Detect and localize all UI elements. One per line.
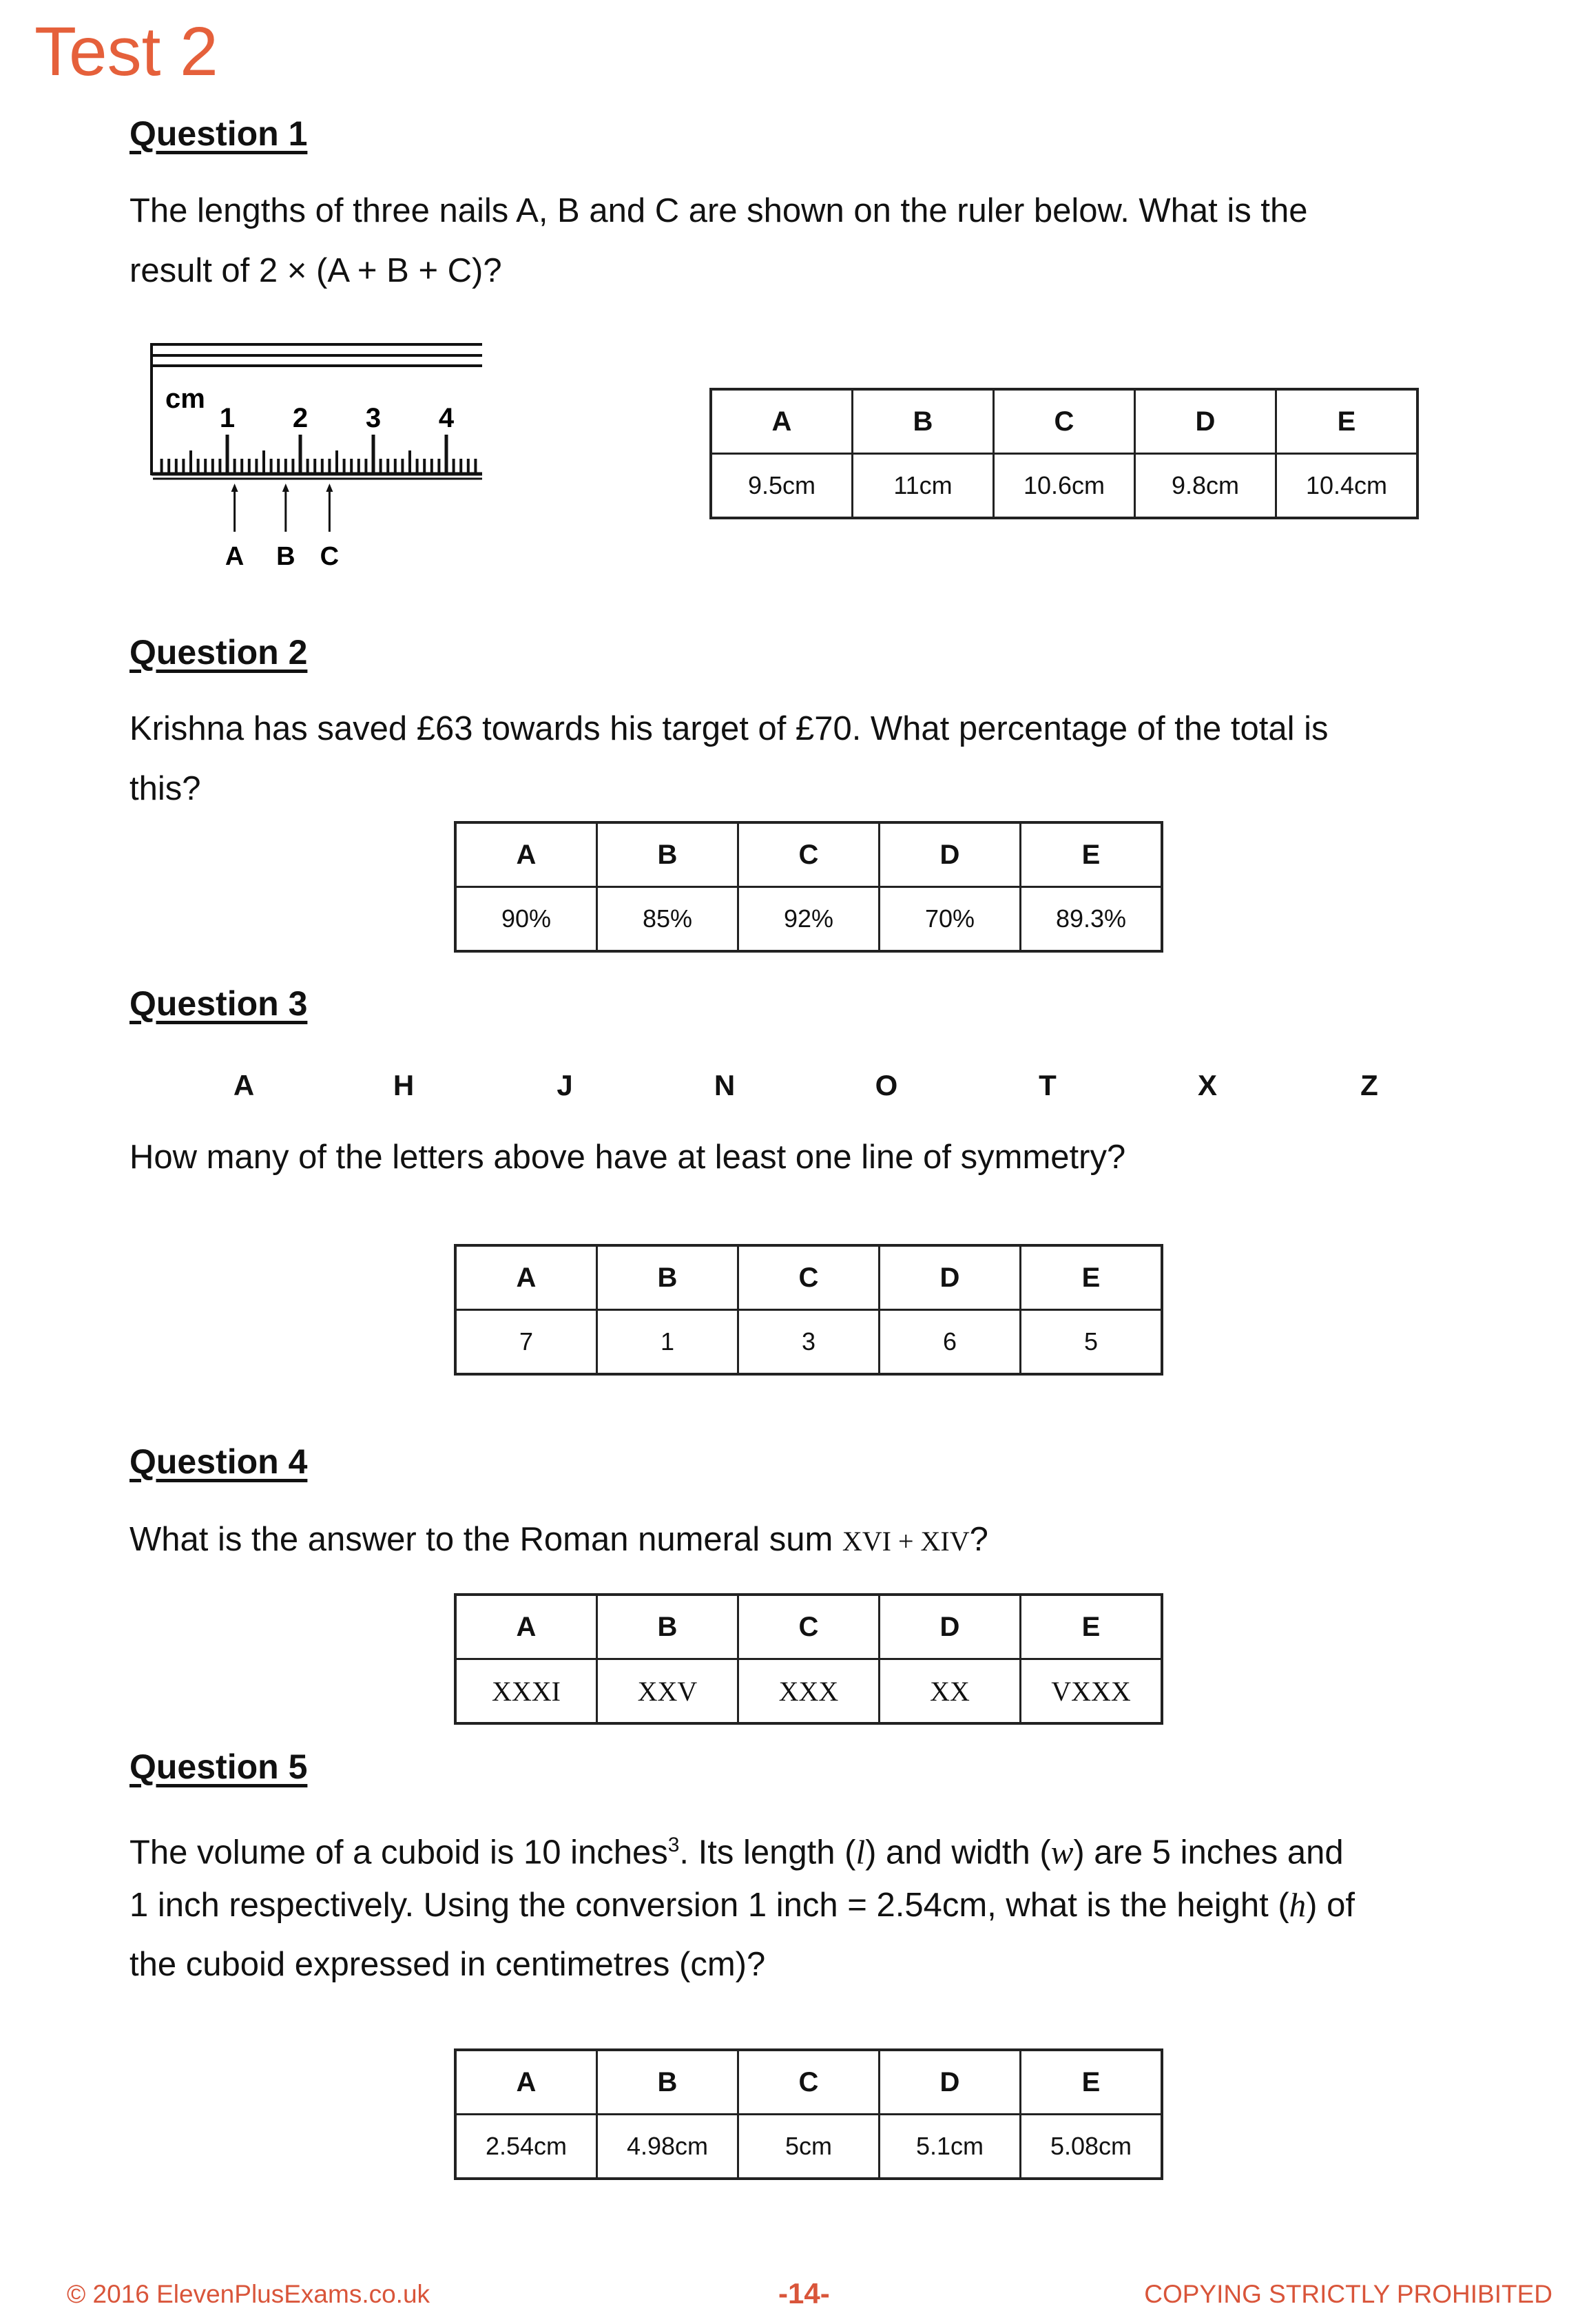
option-c-answer[interactable]: 10.6cm [994, 454, 1135, 519]
option-d-label[interactable]: D [880, 2050, 1021, 2115]
height-variable: h [1289, 1886, 1307, 1924]
option-a-answer[interactable]: 9.5cm [711, 454, 853, 519]
option-b-answer[interactable]: XXV [597, 1659, 738, 1724]
arrow-up-icon [326, 484, 333, 492]
option-a-answer[interactable]: 90% [455, 887, 597, 952]
option-a-label[interactable]: A [455, 1245, 597, 1310]
question-1-text-line1: The lengths of three nails A, B and C are shown on the ruler below. What is the [129, 192, 1308, 229]
option-e-label[interactable]: E [1021, 1595, 1163, 1659]
question-1-heading: Question 1 [129, 114, 308, 153]
question-5-heading: Question 5 [129, 1747, 308, 1786]
symmetry-letter: J [557, 1069, 573, 1101]
question-3-heading: Question 3 [129, 984, 308, 1023]
question-5-answer-table [454, 2048, 1163, 2180]
question-2-answer-table [454, 821, 1163, 953]
footer-copyright: © 2016 ElevenPlusExams.co.uk [67, 2280, 430, 2308]
symmetry-letter: A [233, 1069, 255, 1101]
symmetry-letter: T [1039, 1069, 1057, 1101]
option-a-label[interactable]: A [455, 1595, 597, 1659]
question-3-text: How many of the letters above have at least one line of symmetry? [129, 1139, 1126, 1176]
option-c-label[interactable]: C [738, 1595, 880, 1659]
option-c-label[interactable]: C [738, 822, 880, 887]
option-e-answer[interactable]: 10.4cm [1276, 454, 1418, 519]
marker-label: B [276, 542, 295, 571]
option-e-label[interactable]: E [1276, 389, 1418, 454]
option-a-answer[interactable]: 7 [455, 1310, 597, 1375]
option-b-label[interactable]: B [597, 822, 738, 887]
text-part: ) and width ( [865, 1834, 1051, 1871]
option-a-label[interactable]: A [711, 389, 853, 454]
option-d-answer[interactable]: 9.8cm [1135, 454, 1276, 519]
arrow-up-icon [231, 484, 238, 492]
option-b-label[interactable]: B [597, 1245, 738, 1310]
option-b-label[interactable]: B [597, 2050, 738, 2115]
text-part: . Its length ( [679, 1834, 856, 1871]
symmetry-letter: H [393, 1069, 415, 1101]
option-e-label[interactable]: E [1021, 2050, 1163, 2115]
symmetry-letter: O [875, 1069, 898, 1101]
text-part: ) of [1306, 1887, 1355, 1924]
ruler-number: 4 [438, 403, 455, 433]
option-e-label[interactable]: E [1021, 822, 1163, 887]
option-a-label[interactable]: A [455, 822, 597, 887]
option-b-label[interactable]: B [597, 1595, 738, 1659]
text-part: The volume of a cuboid is 10 inches [129, 1834, 668, 1871]
width-variable: w [1050, 1833, 1074, 1871]
option-b-answer[interactable]: 1 [597, 1310, 738, 1375]
option-e-answer[interactable]: 89.3% [1021, 887, 1163, 952]
option-e-answer[interactable]: VXXX [1021, 1659, 1163, 1724]
ruler-diagram [138, 331, 496, 579]
option-e-answer[interactable]: 5.08cm [1021, 2115, 1163, 2179]
option-b-answer[interactable]: 11cm [853, 454, 994, 519]
option-d-label[interactable]: D [880, 822, 1021, 887]
ruler-unit-label: cm [165, 384, 205, 414]
question-4-answer-table [454, 1593, 1163, 1725]
option-d-label[interactable]: D [1135, 389, 1276, 454]
option-b-answer[interactable]: 85% [597, 887, 738, 952]
option-c-answer[interactable]: 5cm [738, 2115, 880, 2179]
option-b-answer[interactable]: 4.98cm [597, 2115, 738, 2179]
option-a-answer[interactable]: XXXI [455, 1659, 597, 1724]
question-3-answer-table [454, 1244, 1163, 1376]
arrow-up-icon [282, 484, 289, 492]
ruler-number: 1 [219, 403, 236, 433]
question-1-text-line2: result of 2 × (A + B + C)? [129, 252, 502, 289]
option-e-label[interactable]: E [1021, 1245, 1163, 1310]
cubed-superscript: 3 [667, 1834, 680, 1856]
option-c-answer[interactable]: 92% [738, 887, 880, 952]
option-d-label[interactable]: D [880, 1245, 1021, 1310]
question-2-text-line1: Krishna has saved £63 towards his target of £70. What percentage of the total is [129, 710, 1329, 747]
option-e-answer[interactable]: 5 [1021, 1310, 1163, 1375]
length-variable: l [855, 1833, 866, 1871]
option-d-answer[interactable]: XX [880, 1659, 1021, 1724]
option-d-answer[interactable]: 5.1cm [880, 2115, 1021, 2179]
marker-label: C [320, 542, 340, 571]
question-2-heading: Question 2 [129, 633, 308, 672]
question-1-answer-table [709, 388, 1419, 519]
marker-label: A [225, 542, 245, 571]
option-c-label[interactable]: C [738, 2050, 880, 2115]
page-number: -14- [778, 2277, 830, 2310]
option-c-label[interactable]: C [738, 1245, 880, 1310]
question-5-text-line1 [129, 1815, 1507, 1882]
question-4-text [129, 1510, 1507, 1571]
option-d-answer[interactable]: 70% [880, 887, 1021, 952]
question-5-text-line2 [129, 1875, 1507, 1936]
question-2-text-line2: this? [129, 770, 201, 807]
question-5-text-line3: the cuboid expressed in centimetres (cm)? [129, 1946, 766, 1983]
option-d-label[interactable]: D [880, 1595, 1021, 1659]
symmetry-letter: X [1197, 1069, 1217, 1101]
test-title: Test 2 [34, 13, 218, 90]
option-c-label[interactable]: C [994, 389, 1135, 454]
roman-numeral-sum: XVI + XIV [842, 1526, 970, 1557]
footer-notice: COPYING STRICTLY PROHIBITED [1144, 2280, 1552, 2308]
option-c-answer[interactable]: 3 [738, 1310, 880, 1375]
question-4-heading: Question 4 [129, 1442, 308, 1481]
option-a-answer[interactable]: 2.54cm [455, 2115, 597, 2179]
text-part: 1 inch respectively. Using the conversion 1 inch = 2.54cm, what is the height ( [129, 1887, 1289, 1924]
symmetry-letter: Z [1360, 1069, 1378, 1101]
option-a-label[interactable]: A [455, 2050, 597, 2115]
question-4-text-suffix: ? [969, 1521, 988, 1558]
option-c-answer[interactable]: XXX [738, 1659, 880, 1724]
ruler-number: 2 [292, 403, 309, 433]
symmetry-letter: N [714, 1069, 736, 1101]
question-4-text-prefix: What is the answer to the Roman numeral sum [129, 1521, 842, 1558]
text-part: ) are 5 inches and [1073, 1834, 1344, 1871]
option-d-answer[interactable]: 6 [880, 1310, 1021, 1375]
option-b-label[interactable]: B [853, 389, 994, 454]
ruler-number: 3 [365, 403, 382, 433]
